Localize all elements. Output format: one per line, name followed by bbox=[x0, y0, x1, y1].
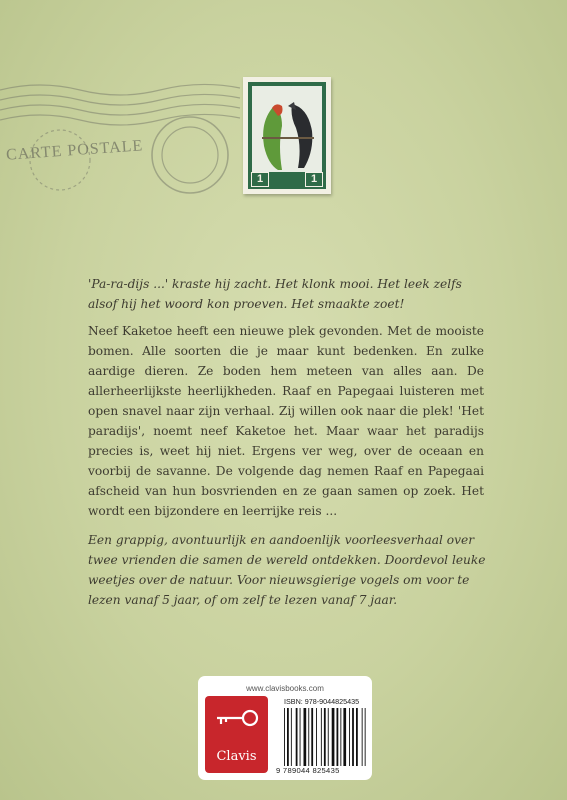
barcode-bar bbox=[296, 708, 298, 766]
barcode-bar bbox=[337, 708, 339, 766]
barcode-digits: 9 789044 825435 bbox=[276, 766, 340, 775]
stamp-value-right: 1 bbox=[305, 172, 323, 187]
barcode-bar bbox=[343, 708, 346, 766]
barcode-bar bbox=[332, 708, 335, 766]
barcode-panel bbox=[198, 676, 372, 780]
barcode-bar bbox=[311, 708, 313, 766]
blurb-text: Een grappig, avontuurlijk en aandoenlijk voorleesverhaal over twee vrienden die samen de wereld ontdekken. Doordevol leuke weetjes over de natuur. Voor nieuwsgierige vogels om voor te lezen vanaf 5 jaar, of om zelf te lezen vanaf 7 jaar. bbox=[88, 533, 486, 607]
barcode-bar bbox=[340, 708, 341, 766]
barcode-bar bbox=[287, 708, 289, 766]
barcode-bar bbox=[291, 708, 292, 766]
stamp-value-left: 1 bbox=[251, 172, 269, 187]
barcode-bar bbox=[362, 708, 363, 766]
postmark-stamps-decoration bbox=[0, 60, 250, 210]
synopsis-text: Neef Kaketoe heeft een nieuwe plek gevonden. Met de mooiste bomen. Alle soorten die je maar kunt bedenken. En zulke aardige dieren. Ze boden hem meteen van alles aan. De allerheerlijkste heerlijkheden. Raaf en Papegaai luisteren met open snavel naar zijn verhaal. Zij willen ook naar die plek! 'Het paradijs', noemt neef Kaketoe het. Maar waar het paradijs precies is, weet hij niet. Ergens ver weg, over de oceaan en voorbij de savanne. De volgende dag nemen Raaf en Papegaai afscheid van hun bosvrienden en ze gaan samen op zoek. Het wordt een bijzondere en leerrijke reis ... bbox=[88, 324, 484, 518]
intro-quote: 'Pa-ra-dijs ...' kraste hij zacht. Het klonk mooi. Het leek zelfs alsof hij het woord kon proeven. Het smaakte zoet! bbox=[88, 277, 462, 311]
postage-stamp bbox=[243, 77, 331, 194]
barcode-bar bbox=[324, 708, 326, 766]
barcode-bar bbox=[284, 708, 285, 766]
barcode-bar bbox=[321, 708, 322, 766]
barcode-bar bbox=[304, 708, 307, 766]
barcode-bar bbox=[308, 708, 309, 766]
barcode-bar bbox=[316, 708, 317, 766]
clavis-logo bbox=[205, 696, 268, 773]
barcode-bars bbox=[284, 708, 368, 766]
barcode-bar bbox=[356, 708, 358, 766]
isbn-label: ISBN: 978-9044825435 bbox=[284, 697, 360, 706]
barcode-bar bbox=[365, 708, 366, 766]
barcode-bar bbox=[300, 708, 301, 766]
parrot-and-raven-illustration bbox=[252, 86, 322, 172]
postmark-label: CARTE POSTALE bbox=[5, 137, 144, 164]
stamp-frame bbox=[248, 82, 326, 189]
stamp-illustration bbox=[252, 86, 322, 172]
key-icon bbox=[213, 706, 261, 732]
barcode-bar bbox=[352, 708, 354, 766]
barcode-bar bbox=[328, 708, 329, 766]
publisher-logo-text: Clavis bbox=[216, 749, 257, 764]
barcode-bar bbox=[349, 708, 350, 766]
publisher-url: www.clavisbooks.com bbox=[246, 684, 324, 693]
